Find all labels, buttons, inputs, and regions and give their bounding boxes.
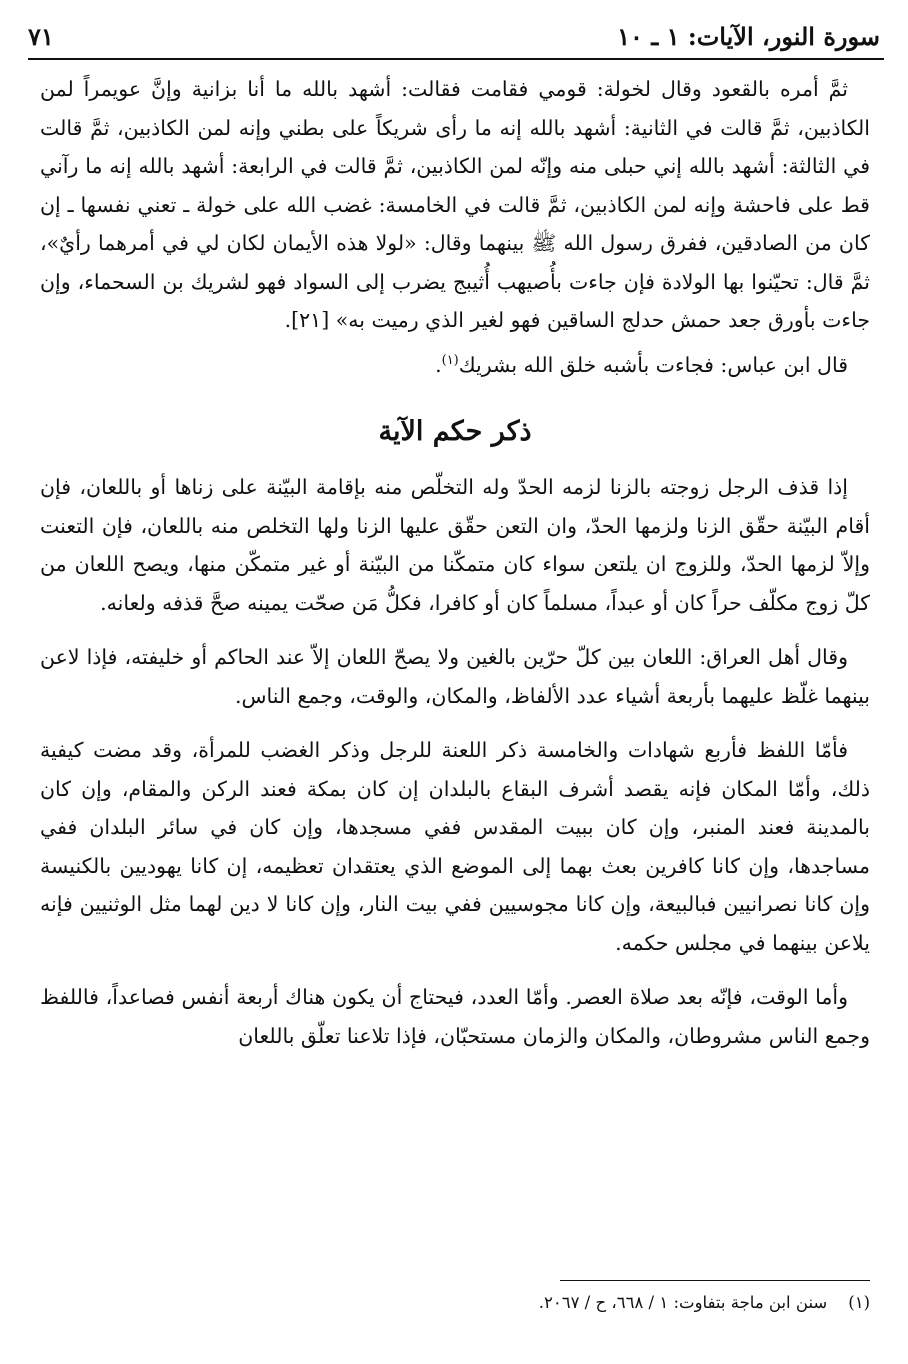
chapter-title: سورة النور، الآيات: ١ ـ ١٠ (617, 21, 880, 51)
paragraph-wording-place: فأمّا اللفظ فأربع شهادات والخامسة ذكر اللعنة للرجل وذكر الغضب للمرأة، وقد مضت كيفية ذلك، وأمّا المكان فإنه يقصد أشرف البقاع بالبلدان إن كان بمكة فعند الركن والمقام، وإن كان بالمدينة فعند المنبر، وإن كان ببيت المقدس ففي مسجدها، وإن كان في سائر البلدان ففي مساجدها، وإن كانا كافرين بعث بهما إلى الموضع الذي يعتقدان تعظيمه، إن كانا يهوديين بالكنيسة وإن كانا نصرانيين فبالبيعة، وإن كانا مجوسيين ففي بيت النار، وإن كانا لا دين لهما مثل الوثنيين فإنه يلاعن بينهما في مجلس حكمه. (40, 738, 870, 955)
paragraph-iraq: وقال أهل العراق: اللعان بين كلّ حرّين بالغين ولا يصحّ اللعان إلاّ عند الحاكم أو خليفته، فإذا لاعن بينهما غلّظ عليهما بأربعة أشياء عدد الألفاظ، والمكان، والوقت، وجمع الناس. (40, 645, 870, 708)
page-number: ٧١ (28, 21, 54, 51)
paragraph-ruling: إذا قذف الرجل زوجته بالزنا لزمه الحدّ وله التخلّص منه بإقامة البيّنة على زناها أو باللعان، فإن أقام البيّنة حقّق الزنا ولزمها الحدّ، وان التعن حقّق عليها الزنا ولها التخلص منه باللعان، فإن التعنت وإلاّ لزمها الحدّ، وللزوج ان يلتعن سواء كان متمكّنا من البيّنة أو غير متمكّن منها، ويصح اللعان من كلّ زوج مكلّف حراً كان أو عبداً، مسلماً كان أو كافرا، فكلُّ مَن صحّت يمينه صحَّ قذفه ولعانه. (40, 475, 870, 615)
header-divider (28, 58, 884, 60)
main-text (40, 70, 870, 1071)
footnote (40, 1290, 870, 1316)
section-heading: ذكر حكم الآية (378, 416, 532, 447)
footnote-marker: (١) (848, 1293, 870, 1312)
ibn-abbas-text: قال ابن عباس: فجاءت بأشبه خلق الله بشريك (458, 352, 848, 377)
page-header (28, 16, 880, 56)
footnote-text: سنن ابن ماجة بتفاوت: ١ / ٦٦٨، ح / ٢٠٦٧. (538, 1293, 828, 1312)
paragraph-time-number: وأما الوقت، فإنّه بعد صلاة العصر. وأمّا العدد، فيحتاج أن يكون هناك أربعة أنفس فصاعداً، فاللفظ وجمع الناس مشروطان، والمكان والزمان مستحبّان، فإذا تلاعنا تعلّق باللعان (40, 985, 870, 1048)
paragraph-ibn-abbas (40, 346, 870, 385)
footnote-divider (560, 1280, 870, 1281)
footnote-reference[interactable]: (١) (441, 352, 459, 368)
paragraph-hadith: ثمَّ أمره بالقعود وقال لخولة: قومي فقامت فقالت: أشهد بالله ما أنا بزانية وإنَّ عويمراً لمن الكاذبين، ثمَّ قالت في الثانية: أشهد بالله إنه ما رأى شريكاً على بطني وإنه لمن الكاذبين، ثمَّ قالت في الثالثة: أشهد بالله إني حبلى منه وإنّه لمن الكاذبين، ثمَّ قالت في الرابعة: أشهد بالله إنه ما رآني قط على فاحشة وإنه لمن الكاذبين، ثمَّ قالت في الخامسة: غضب الله على خولة ـ تعني نفسها ـ إن كان من الصادقين، ففرق رسول الله ﷺ بينهما وقال: «لولا هذه الأيمان لكان لي في أمرهما رأيٌ»، ثمَّ قال: تحيّنوا بها الولادة فإن جاءت بأُصيهب أُثيبج يضرب إلى السواد فهو لشريك بن السحماء، وإن جاءت بأورق جعد حمش حدلج الساقين فهو لغير الذي رميت به» [٢١]. (40, 77, 870, 332)
ibn-abbas-end: . (435, 352, 442, 377)
